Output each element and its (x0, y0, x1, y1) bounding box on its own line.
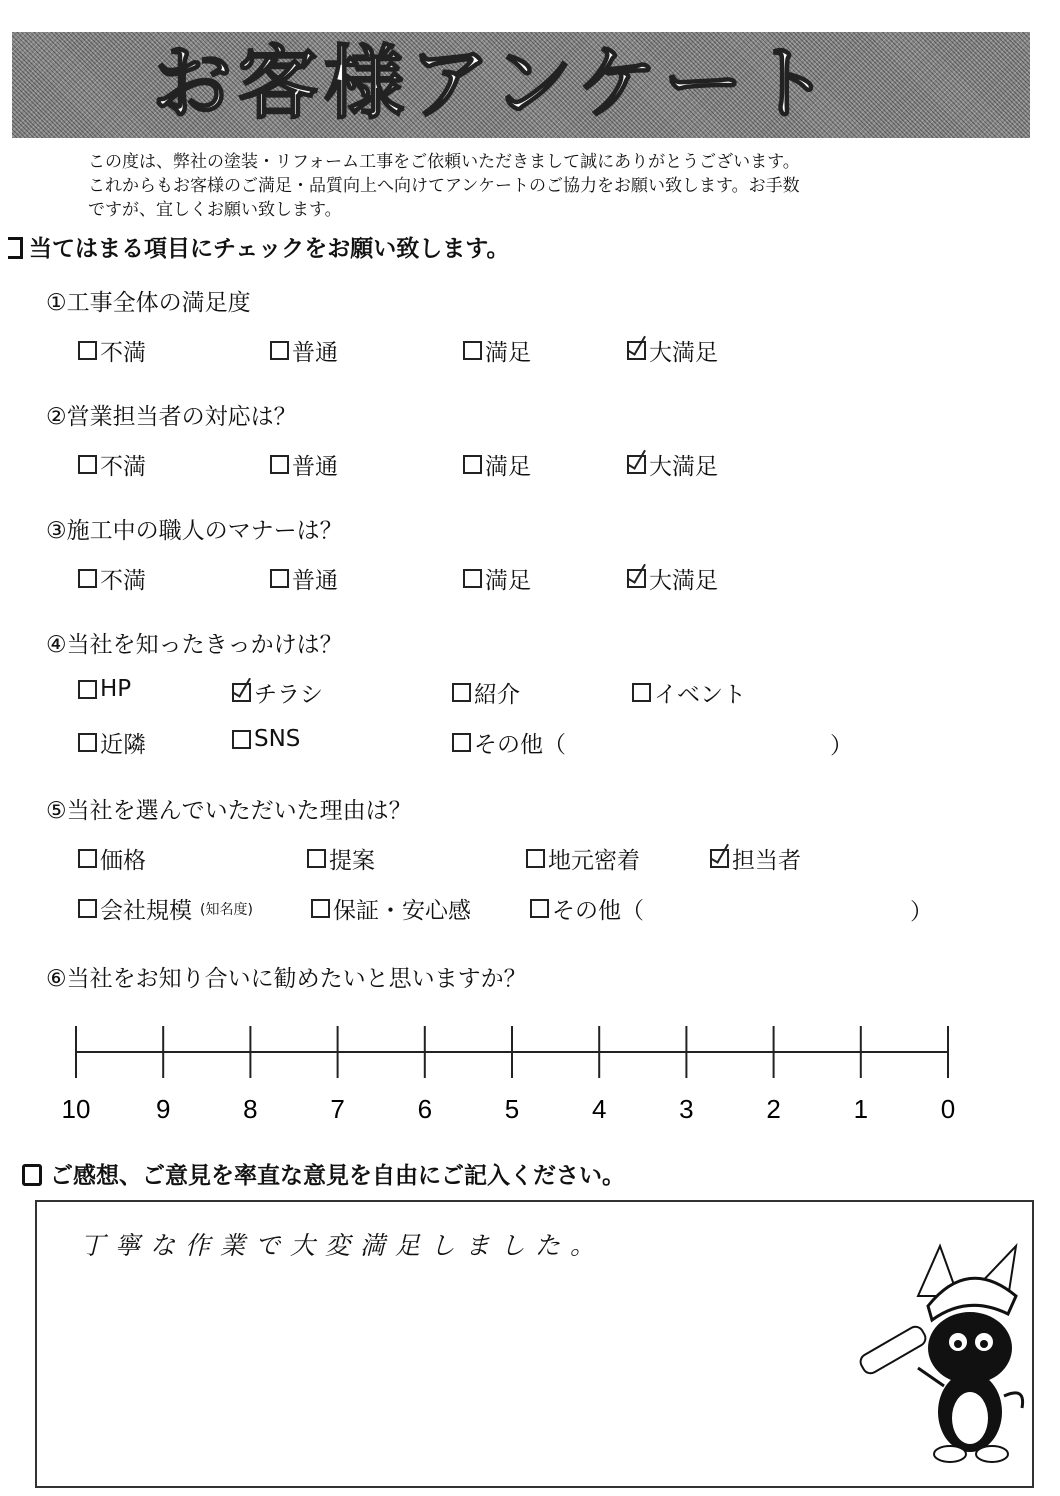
scale-label: 1 (853, 1094, 869, 1124)
page-title: お客様アンケート (152, 37, 836, 130)
intro-line: ですが、宜しくお願い致します。 (88, 200, 342, 220)
handwritten-comment: 丁寧な作業で大変満足しました。 (80, 1231, 606, 1260)
q5-other-close: ） (910, 899, 933, 925)
scale-label: 9 (155, 1094, 171, 1124)
option-label: 満足 (485, 340, 531, 366)
checkbox[interactable] (530, 899, 549, 918)
option-label: 不満 (100, 454, 146, 480)
checkbox[interactable] (270, 341, 289, 360)
option-label: 普通 (292, 454, 338, 480)
q2-option-4[interactable] (627, 448, 718, 481)
section-comment-heading (22, 1157, 625, 1190)
bracket-icon (8, 237, 23, 259)
q4-option-flyer[interactable] (232, 676, 323, 709)
section-check-label: 当てはまる項目にチェックをお願い致します。 (29, 236, 510, 262)
q5-option-other[interactable] (530, 892, 644, 925)
q4-option-other[interactable] (452, 726, 566, 759)
option-label: その他（ (474, 732, 566, 758)
option-label: 満足 (485, 454, 531, 480)
option-label: 普通 (292, 568, 338, 594)
checkbox[interactable] (78, 680, 97, 699)
option-label: 満足 (485, 568, 531, 594)
q4-other-close: ） (830, 733, 853, 759)
scale-label: 8 (243, 1094, 258, 1124)
q2-option-2[interactable] (270, 448, 338, 481)
checkbox[interactable] (526, 849, 545, 868)
q4-option-event[interactable] (632, 676, 746, 709)
intro-text (88, 150, 988, 222)
checkbox-checked[interactable] (627, 341, 646, 360)
q1-option-4[interactable] (627, 334, 718, 367)
option-label: 大満足 (649, 340, 718, 366)
q5-option-proposal[interactable] (307, 842, 375, 875)
question-1-label: ①工事全体の満足度 (46, 290, 251, 316)
question-2-label: ②営業担当者の対応は？ (46, 404, 297, 430)
q2-option-3[interactable] (463, 448, 531, 481)
section-check-heading (8, 230, 509, 263)
recommend-scale[interactable] (0, 1020, 1060, 1130)
checkbox[interactable] (78, 569, 97, 588)
intro-line: これからもお客様のご満足・品質向上へ向けてアンケートのご協力をお願い致します。お手数 (88, 176, 800, 196)
checkbox-checked[interactable] (232, 683, 251, 702)
checkbox[interactable] (78, 455, 97, 474)
checkbox[interactable] (311, 899, 330, 918)
section-comment-label: ご感想、ご意見を率直な意見を自由にご記入ください。 (50, 1163, 625, 1189)
scale-label: 10 (61, 1094, 91, 1124)
option-label: 会社規模 (100, 898, 192, 924)
option-label: 提案 (329, 848, 375, 874)
q3-option-2[interactable] (270, 562, 338, 595)
question-5-label: ⑤当社を選んでいただいた理由は？ (46, 798, 412, 824)
scale-label: 3 (679, 1094, 694, 1124)
option-label: 地元密着 (548, 848, 640, 874)
q5-option-price[interactable] (78, 842, 146, 875)
option-label: 大満足 (649, 454, 718, 480)
option-label: 紹介 (474, 682, 520, 708)
q5-option-local[interactable] (526, 842, 640, 875)
option-note: (知名度) (200, 901, 253, 918)
option-label: 不満 (100, 340, 146, 366)
checkbox[interactable] (463, 341, 482, 360)
square-icon (22, 1164, 42, 1186)
option-label: SNS (254, 726, 301, 752)
checkbox-checked[interactable] (627, 569, 646, 588)
option-label: 大満足 (649, 568, 718, 594)
checkbox[interactable] (78, 849, 97, 868)
q1-option-3[interactable] (463, 334, 531, 367)
q4-option-referral[interactable] (452, 676, 520, 709)
checkbox[interactable] (78, 899, 97, 918)
option-label: その他（ (552, 898, 644, 924)
scale-label: 2 (766, 1094, 781, 1124)
question-4-label: ④当社を知ったきっかけは？ (46, 632, 343, 658)
mascot-illustration (858, 1236, 1028, 1466)
title-banner (12, 32, 1030, 138)
q4-option-neighbor[interactable] (78, 726, 146, 759)
option-label: イベント (654, 682, 746, 708)
q1-option-1[interactable] (78, 334, 146, 367)
checkbox-checked[interactable] (710, 849, 729, 868)
option-label: 不満 (100, 568, 146, 594)
checkbox[interactable] (463, 569, 482, 588)
checkbox-checked[interactable] (627, 455, 646, 474)
option-label: 保証・安心感 (333, 898, 471, 924)
checkbox[interactable] (452, 683, 471, 702)
checkbox[interactable] (78, 733, 97, 752)
scale-label: 7 (330, 1094, 345, 1124)
q2-option-1[interactable] (78, 448, 146, 481)
q5-option-staff[interactable] (710, 842, 801, 875)
option-label: 普通 (292, 340, 338, 366)
option-label: 担当者 (732, 848, 801, 874)
option-label: チラシ (254, 682, 323, 708)
checkbox[interactable] (78, 341, 97, 360)
q4-option-sns[interactable] (232, 726, 300, 752)
intro-line: この度は、弊社の塗装・リフォーム工事をご依頼いただきまして誠にありがとうございます。 (88, 152, 800, 172)
option-label: 近隣 (100, 732, 146, 758)
scale-label: 0 (940, 1094, 956, 1124)
checkbox[interactable] (632, 683, 651, 702)
scale-label: 5 (504, 1094, 520, 1124)
q5-option-scale[interactable] (78, 892, 253, 925)
q3-option-1[interactable] (78, 562, 146, 595)
q3-option-3[interactable] (463, 562, 531, 595)
checkbox[interactable] (307, 849, 326, 868)
q5-option-warranty[interactable] (311, 892, 471, 925)
scale-label: 4 (591, 1094, 607, 1124)
checkbox[interactable] (270, 455, 289, 474)
question-6-label: ⑥当社をお知り合いに勧めたいと思いますか？ (46, 966, 527, 992)
q4-option-hp[interactable] (78, 676, 131, 702)
checkbox[interactable] (452, 733, 471, 752)
q3-option-4[interactable] (627, 562, 718, 595)
checkbox[interactable] (232, 730, 251, 749)
question-3-label: ③施工中の職人のマナーは？ (46, 518, 343, 544)
option-label: 価格 (100, 848, 146, 874)
scale-label: 6 (417, 1094, 433, 1124)
checkbox[interactable] (463, 455, 482, 474)
checkbox[interactable] (270, 569, 289, 588)
option-label: HP (100, 676, 132, 702)
q1-option-2[interactable] (270, 334, 338, 367)
